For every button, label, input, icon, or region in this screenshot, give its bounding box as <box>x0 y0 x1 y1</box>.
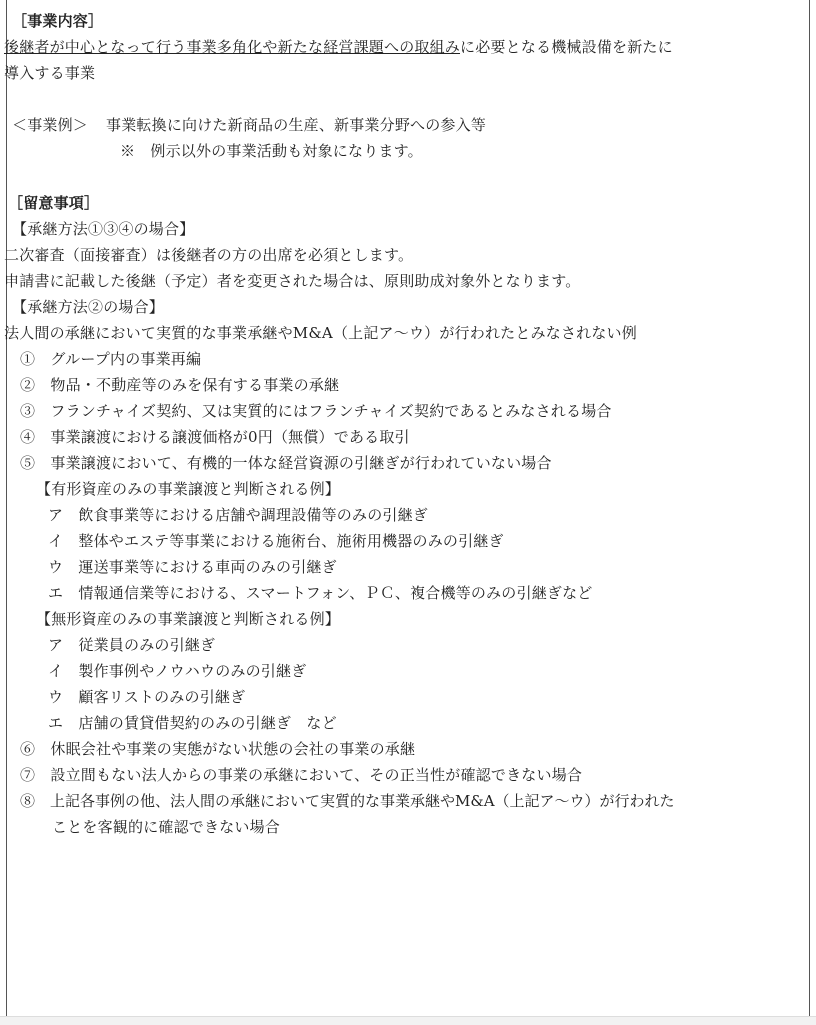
list-item: ④ 事業譲渡における譲渡価格が0円（無償）である取引 <box>20 428 410 446</box>
example-label: ＜事業例＞ <box>12 116 89 134</box>
list-item: イ 製作事例やノウハウのみの引継ぎ <box>48 662 307 680</box>
business-example <box>12 112 808 138</box>
example-note: ※ 例示以外の事業活動も対象になります。 <box>120 142 423 160</box>
list-item: ウ 運送事業等における車両のみの引継ぎ <box>48 558 337 576</box>
list-item: ① グループ内の事業再編 <box>20 350 202 368</box>
list-item: エ 情報通信業等における、スマートフォン、ＰＣ、複合機等のみの引継ぎなど <box>48 584 593 602</box>
example-text: 事業転換に向けた新商品の生産、新事業分野への参入等 <box>106 116 487 134</box>
list-item: ⑤ 事業譲渡において、有機的一体な経営資源の引継ぎが行われていない場合 <box>20 454 552 472</box>
list-item: イ 整体やエステ等事業における施術台、施術用機器のみの引継ぎ <box>48 532 504 550</box>
list-item: ⑥ 休眠会社や事業の実態がない状態の会社の事業の承継 <box>20 740 416 758</box>
case1-line: 二次審査（面接審査）は後継者の方の出席を必須とします。 <box>4 246 414 264</box>
list-item-continuation: ことを客観的に確認できない場合 <box>52 818 281 836</box>
business-content-heading: ［事業内容］ <box>12 12 104 30</box>
list-item: ⑦ 設立間もない法人からの事業の承継において、その正当性が確認できない場合 <box>20 766 583 784</box>
case1-line: 申請書に記載した後継（予定）者を変更された場合は、原則助成対象外となります。 <box>4 272 581 290</box>
list-item: ア 従業員のみの引継ぎ <box>48 636 216 654</box>
description-underlined: 後継者が中心となって行う事業多角化や新たな経営課題への取組み <box>4 38 461 56</box>
description-rest: に必要となる機械設備を新たに <box>460 38 673 56</box>
case1-heading: 【承継方法①③④の場合】 <box>12 220 195 238</box>
case2-heading: 【承継方法②の場合】 <box>12 298 165 316</box>
case2-intro: 法人間の承継において実質的な事業承継やM&A（上記ア～ウ）が行われたとみなされない例 <box>4 324 637 342</box>
list-item: ② 物品・不動産等のみを保有する事業の承継 <box>20 376 340 394</box>
list-item: ③ フランチャイズ契約、又は実質的にはフランチャイズ契約であるとみなされる場合 <box>20 402 612 420</box>
list-item: ⑧ 上記各事例の他、法人間の承継において実質的な事業承継やM&A（上記ア～ウ）が行われた <box>20 792 675 810</box>
business-content-description-cont: 導入する事業 <box>4 64 96 82</box>
notes-heading: ［留意事項］ <box>8 194 100 212</box>
tangible-heading: 【有形資産のみの事業譲渡と判断される例】 <box>36 480 341 498</box>
business-content-description <box>4 34 808 60</box>
document-body <box>4 8 808 840</box>
list-item: ウ 顧客リストのみの引継ぎ <box>48 688 246 706</box>
list-item: ア 飲食事業等における店舗や調理設備等のみの引継ぎ <box>48 506 429 524</box>
intangible-heading: 【無形資産のみの事業譲渡と判断される例】 <box>36 610 341 628</box>
list-item: エ 店舗の賃貸借契約のみの引継ぎ など <box>48 714 337 732</box>
